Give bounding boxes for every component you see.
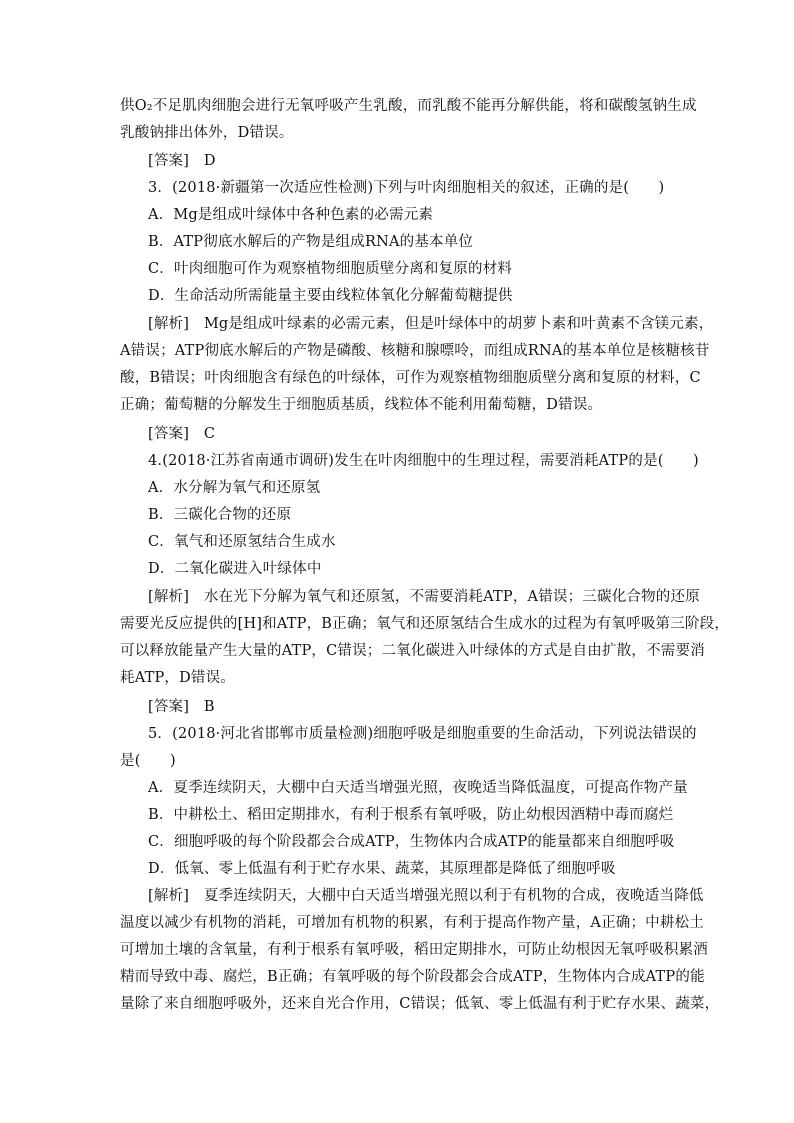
text-line: 可增加土壤的含氧量，有利于根系有氧呼吸，稻田定期排水，可防止幼根因无氧呼吸积累酒 [120, 942, 708, 958]
text-line: 3．(2018·新疆第一次适应性检测)下列与叶肉细胞相关的叙述，正确的是( ) [148, 180, 665, 196]
text-line: C．细胞呼吸的每个阶段都会合成ATP，生物体内合成ATP的能量都来自细胞呼吸 [148, 834, 675, 850]
text-line: B．三碳化合物的还原 [148, 507, 292, 523]
text-line: 正确；葡萄糖的分解发生于细胞质基质，线粒体不能利用葡萄糖，D错误。 [120, 397, 603, 413]
text-line: D．低氧、零上低温有利于贮存水果、蔬菜，其原理都是降低了细胞呼吸 [148, 861, 616, 877]
text-line: 量除了来自细胞呼吸外，还来自光合作用，C错误；低氧、零上低温有利于贮存水果、蔬菜， [120, 996, 720, 1012]
text-line: D．生命活动所需能量主要由线粒体氧化分解葡萄糖提供 [148, 288, 513, 304]
text-line: 需要光反应提供的[H]和ATP，B正确；氧气和还原氢结合生成水的过程为有氧呼吸第三阶段， [120, 616, 730, 632]
text-line: [答案] C [148, 426, 216, 442]
text-line: 温度以减少有机物的消耗，可增加有机物的积累，有利于提高作物产量，A正确；中耕松土 [120, 915, 704, 931]
text-line: 耗ATP，D错误。 [120, 670, 236, 686]
text-line: [解析] 水在光下分解为氧气和还原氢，不需要消耗ATP，A错误；三碳化合物的还原 [148, 589, 700, 605]
text-line: C．叶肉细胞可作为观察植物细胞质壁分离和复原的材料 [148, 261, 513, 277]
text-line: [答案] D [148, 153, 216, 169]
text-line: [解析] 夏季连续阴天，大棚中白天适当增强光照以利于有机物的合成，夜晚适当降低 [148, 888, 704, 904]
text-line: 乳酸钠排出体外，D错误。 [120, 125, 294, 141]
text-line: B．ATP彻底水解后的产物是组成RNA的基本单位 [148, 234, 474, 250]
text-line: 酸，B错误；叶肉细胞含有绿色的叶绿体，可作为观察植物细胞质壁分离和复原的材料，C [120, 370, 701, 386]
text-line: 4.(2018·江苏省南通市调研)发生在叶肉细胞中的生理过程，需要消耗ATP的是( ) [148, 453, 699, 469]
text-line: 5．(2018·河北省邯郸市质量检测)细胞呼吸是细胞重要的生命活动，下列说法错误的 [148, 726, 697, 742]
text-line: A错误；ATP彻底水解后的产物是磷酸、核糖和腺嘌呤，而组成RNA的基本单位是核糖核苷 [120, 343, 710, 359]
text-line: B．中耕松土、稻田定期排水，有利于根系有氧呼吸，防止幼根因酒精中毒而腐烂 [148, 807, 674, 823]
text-line: [答案] B [148, 699, 215, 715]
text-line: A．水分解为氧气和还原氢 [148, 480, 321, 496]
text-line: A．夏季连续阴天，大棚中白天适当增强光照，夜晚适当降低温度，可提高作物产量 [148, 780, 688, 796]
text-line: 是( ) [120, 753, 176, 769]
text-line: 供O₂不足肌肉细胞会进行无氧呼吸产生乳酸，而乳酸不能再分解供能，将和碳酸氢钠生成 [120, 98, 697, 114]
text-line: 精而导致中毒、腐烂，B正确；有氧呼吸的每个阶段都会合成ATP，生物体内合成ATP的能 [120, 969, 705, 985]
text-line: [解析] Mg是组成叶绿素的必需元素，但是叶绿体中的胡萝卜素和叶黄素不含镁元素， [148, 316, 714, 332]
text-line: C．氧气和还原氢结合生成水 [148, 534, 336, 550]
text-line: 可以释放能量产生大量的ATP，C错误；二氧化碳进入叶绿体的方式是自由扩散，不需要消 [120, 643, 705, 659]
text-line: A．Mg是组成叶绿体中各种色素的必需元素 [148, 207, 434, 223]
text-line: D．二氧化碳进入叶绿体中 [148, 561, 322, 577]
